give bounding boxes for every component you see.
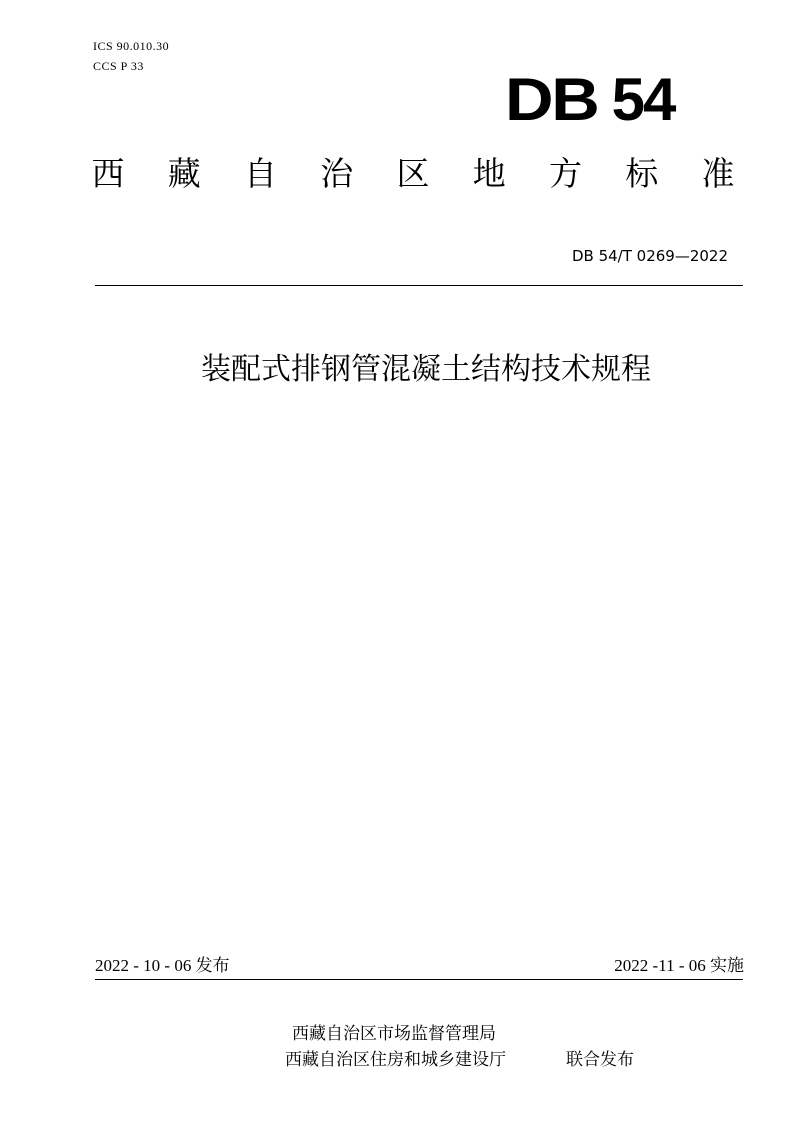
standard-type-char: 区 (396, 154, 430, 193)
top-divider (95, 285, 743, 286)
standard-number: DB 54/T 0269—2022 (571, 247, 728, 265)
standard-type-char: 方 (549, 154, 582, 193)
standard-logo (505, 68, 674, 132)
standard-type-char: 藏 (167, 154, 201, 193)
standard-type-char: 自 (244, 154, 277, 193)
document-title: 装配式排钢管混凝土结构技术规程 (201, 352, 651, 387)
issuer-market-regulation: 西藏自治区市场监督管理局 (292, 1024, 496, 1044)
standard-type-char: 准 (701, 154, 735, 193)
implementation-date: 2022 -11 - 06 实施 (614, 956, 744, 975)
ccs-code: CCS P 33 (93, 59, 144, 73)
standard-type-char: 标 (625, 154, 659, 193)
standard-type-heading (88, 154, 738, 194)
standard-type-char: 西 (91, 154, 125, 193)
issuer-housing-construction: 西藏自治区住房和城乡建设厅 (285, 1050, 506, 1070)
ics-code: ICS 90.010.30 (93, 39, 170, 53)
standard-type-char: 治 (320, 154, 354, 193)
joint-issue-label: 联合发布 (566, 1050, 634, 1070)
logo-prefix: DB (505, 66, 598, 133)
logo-number: 54 (611, 66, 675, 133)
bottom-divider (95, 979, 743, 980)
standard-type-char: 地 (472, 154, 506, 193)
issue-date: 2022 - 10 - 06 发布 (95, 956, 230, 975)
